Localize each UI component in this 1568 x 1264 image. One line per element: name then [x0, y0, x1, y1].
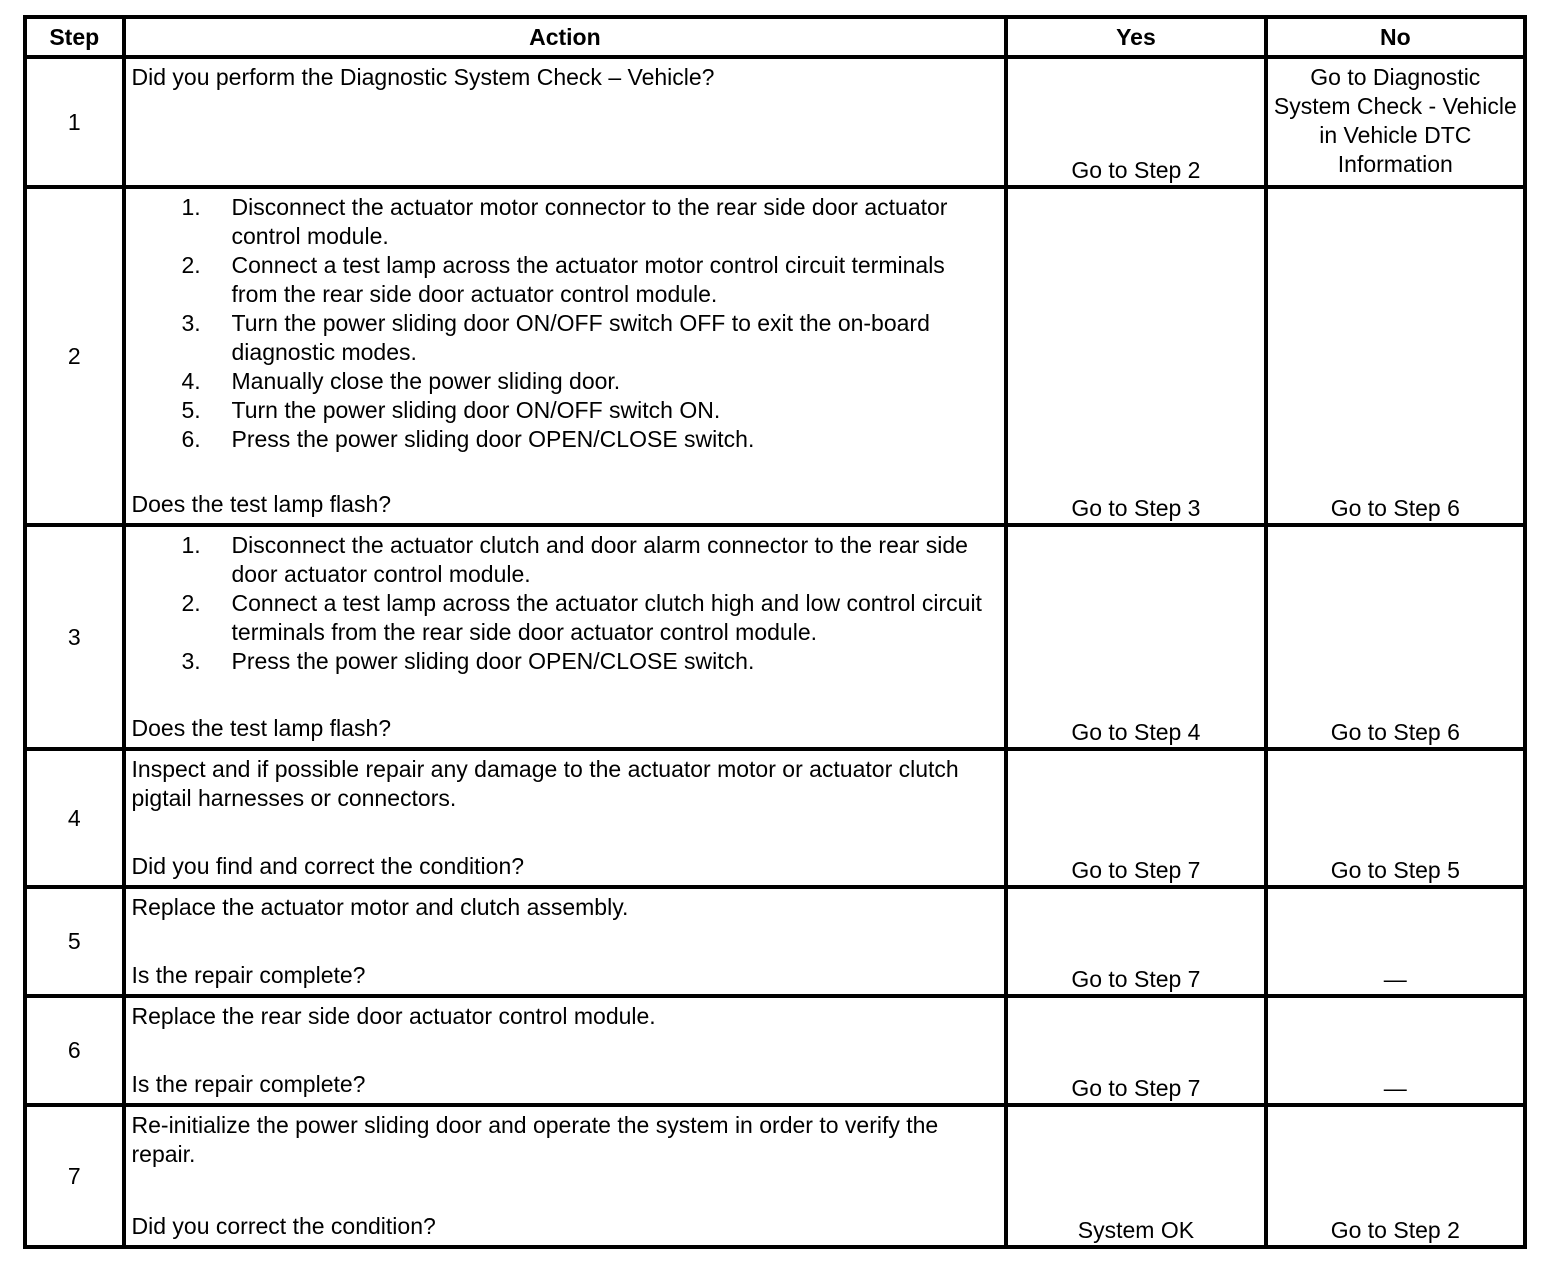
procedure-item: [132, 531, 997, 589]
action-question: Is the repair complete?: [131, 962, 366, 988]
header-yes: Yes: [1006, 17, 1265, 57]
action-content: [132, 893, 997, 990]
action-question: Is the repair complete?: [131, 1071, 366, 1097]
procedure-item-text: Connect a test lamp across the actuator clutch high and low control circuit terminals from the rear side door actuator control module.: [231, 590, 982, 645]
action-content: [132, 755, 997, 881]
no-result-text: Go to Diagnostic System Check - Vehicle in Vehicle DTC Information: [1273, 64, 1517, 177]
action-cell: [124, 1105, 1007, 1247]
procedure-item: [132, 193, 997, 251]
procedure-item: [132, 367, 997, 396]
procedure-item-number: 3.: [181, 648, 201, 674]
diagnostic-table: [23, 15, 1527, 1249]
action-question: Does the test lamp flash?: [131, 715, 392, 741]
action-text: Replace the rear side door actuator control module.: [131, 1003, 656, 1029]
procedure-item-text: Connect a test lamp across the actuator motor control circuit terminals from the rear side door actuator control module.: [231, 252, 945, 307]
action-cell: [124, 749, 1007, 887]
procedure-item: [132, 647, 997, 676]
action-cell: [124, 57, 1007, 187]
step-number: 3: [25, 525, 124, 749]
procedure-item-number: 4.: [181, 368, 201, 394]
no-result: Go to Step 6: [1266, 187, 1525, 525]
action-text: Did you perform the Diagnostic System Check – Vehicle?: [131, 64, 715, 90]
table-row: [25, 187, 1525, 525]
action-content: [132, 1002, 997, 1099]
action-content: [132, 1111, 997, 1241]
procedure-item-text: Disconnect the actuator motor connector to the rear side door actuator control module.: [231, 194, 948, 249]
no-result: Go to Step 5: [1266, 749, 1525, 887]
step-number: 5: [25, 887, 124, 996]
yes-result: Go to Step 7: [1006, 996, 1265, 1105]
yes-result: Go to Step 7: [1006, 887, 1265, 996]
procedure-item-number: 1.: [181, 194, 201, 220]
action-content: [132, 63, 997, 181]
procedure-item: [132, 251, 997, 309]
procedure-item-number: 5.: [181, 397, 201, 423]
procedure-item: [132, 425, 997, 454]
table-row: [25, 1105, 1525, 1247]
header-step: Step: [25, 17, 124, 57]
procedure-item-text: Press the power sliding door OPEN/CLOSE switch.: [231, 648, 755, 674]
procedure-item-number: 2.: [181, 590, 201, 616]
yes-result: Go to Step 4: [1006, 525, 1265, 749]
action-text: Re-initialize the power sliding door and operate the system in order to verify the repair.: [131, 1112, 939, 1167]
yes-result: Go to Step 3: [1006, 187, 1265, 525]
table-row: [25, 57, 1525, 187]
table-row: [25, 887, 1525, 996]
procedure-item-text: Disconnect the actuator clutch and door alarm connector to the rear side door actuator control module.: [231, 532, 968, 587]
procedure-list: [132, 193, 997, 454]
procedure-item-number: 2.: [181, 252, 201, 278]
procedure-item-number: 6.: [181, 426, 201, 452]
no-result: [1266, 57, 1525, 187]
procedure-list: [132, 531, 997, 676]
action-cell: [124, 996, 1007, 1105]
action-question: Does the test lamp flash?: [131, 491, 392, 517]
header-row: [25, 17, 1525, 57]
no-result: —: [1266, 887, 1525, 996]
action-cell: [124, 887, 1007, 996]
step-number: 6: [25, 996, 124, 1105]
procedure-item-text: Turn the power sliding door ON/OFF switch ON.: [231, 397, 721, 423]
action-text: Inspect and if possible repair any damage to the actuator motor or actuator clutch pigtail harnesses or connectors.: [131, 756, 959, 811]
procedure-item-text: Manually close the power sliding door.: [231, 368, 621, 394]
action-content: [132, 531, 997, 743]
step-number: 1: [25, 57, 124, 187]
table-row: [25, 749, 1525, 887]
no-result: —: [1266, 996, 1525, 1105]
procedure-item: [132, 396, 997, 425]
procedure-item-number: 1.: [181, 532, 201, 558]
table-row: [25, 525, 1525, 749]
header-action: Action: [124, 17, 1007, 57]
no-result: Go to Step 6: [1266, 525, 1525, 749]
procedure-item-text: Press the power sliding door OPEN/CLOSE switch.: [231, 426, 755, 452]
yes-result: Go to Step 2: [1006, 57, 1265, 187]
action-question: Did you correct the condition?: [131, 1213, 436, 1239]
procedure-item-number: 3.: [181, 310, 201, 336]
procedure-item: [132, 309, 997, 367]
action-text: Replace the actuator motor and clutch assembly.: [131, 894, 629, 920]
yes-result: Go to Step 7: [1006, 749, 1265, 887]
no-result: Go to Step 2: [1266, 1105, 1525, 1247]
table-row: [25, 996, 1525, 1105]
step-number: 2: [25, 187, 124, 525]
action-cell: [124, 187, 1007, 525]
action-content: [132, 193, 997, 519]
procedure-item: [132, 589, 997, 647]
procedure-item-text: Turn the power sliding door ON/OFF switch OFF to exit the on-board diagnostic modes.: [231, 310, 930, 365]
step-number: 7: [25, 1105, 124, 1247]
action-cell: [124, 525, 1007, 749]
action-question: Did you find and correct the condition?: [131, 853, 525, 879]
step-number: 4: [25, 749, 124, 887]
yes-result: System OK: [1006, 1105, 1265, 1247]
header-no: No: [1266, 17, 1525, 57]
